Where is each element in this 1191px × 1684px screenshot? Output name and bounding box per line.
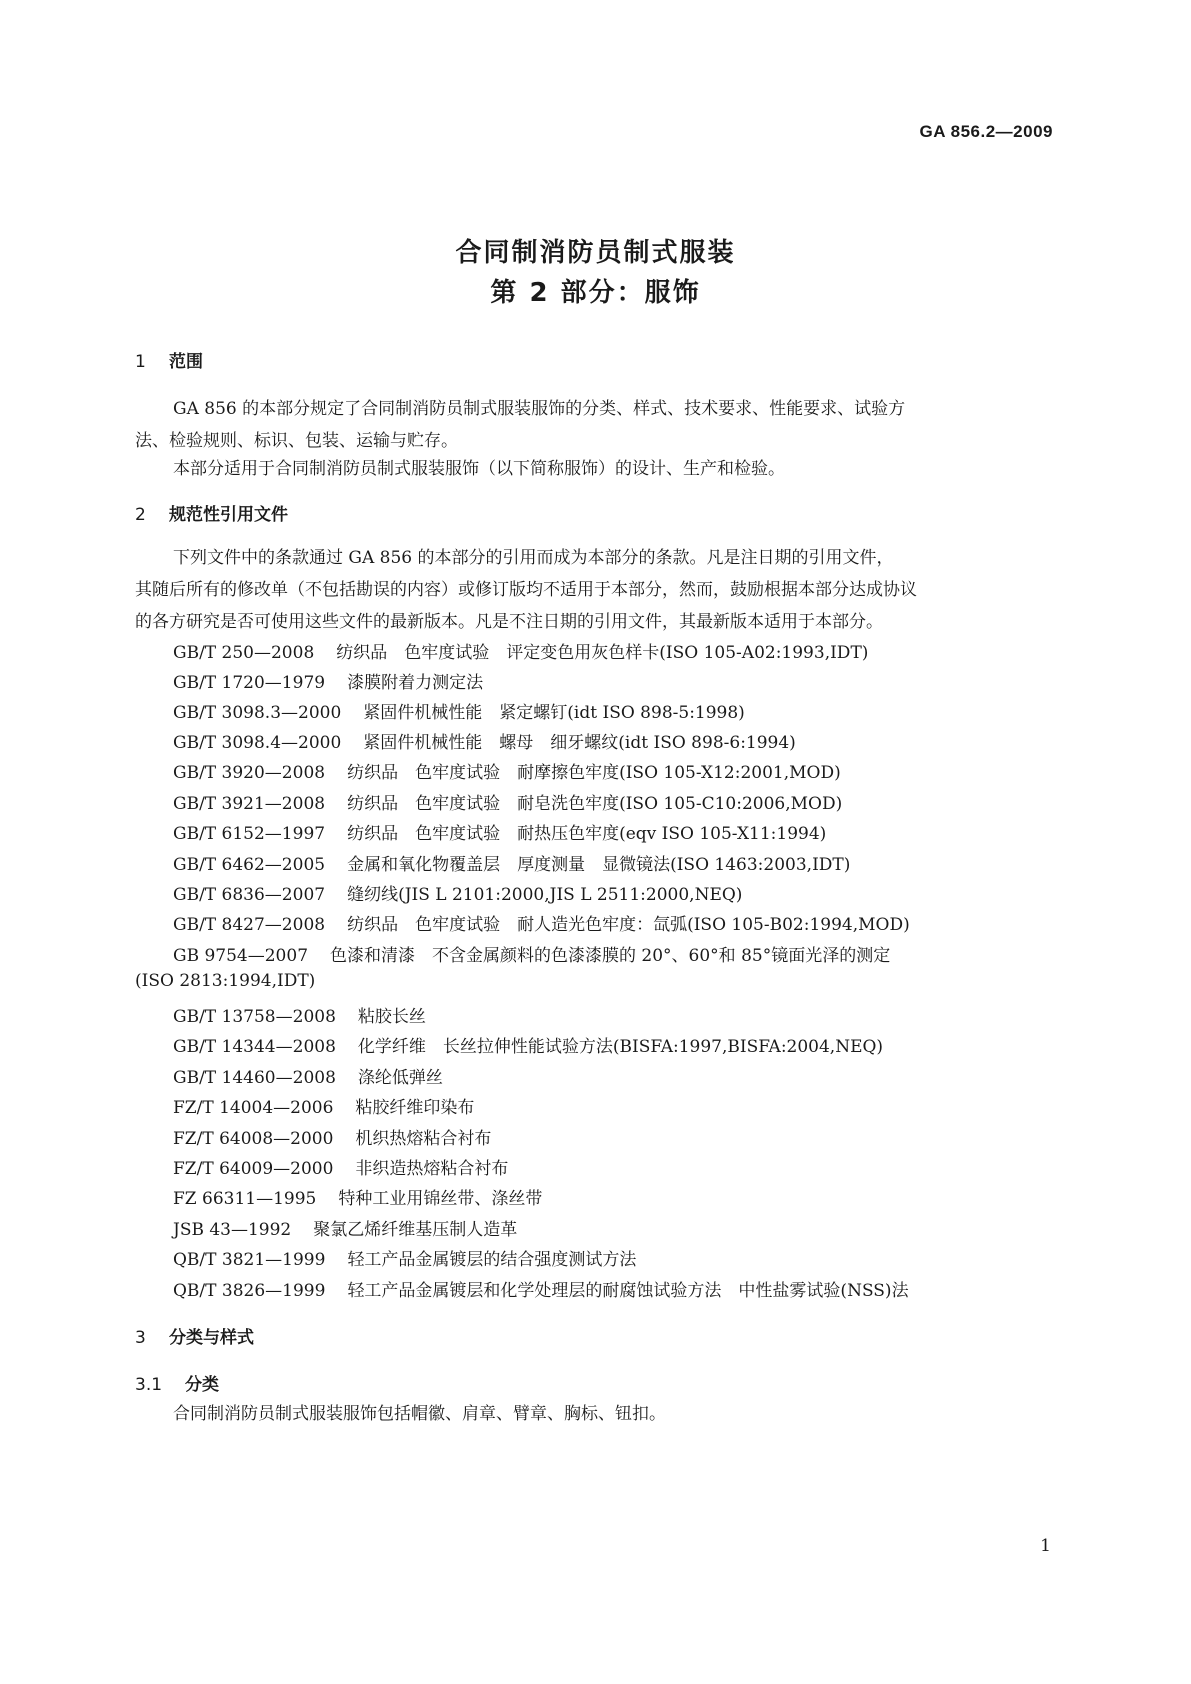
reference-code: GB/T 3098.4—2000 bbox=[173, 733, 342, 753]
section-title: 分类与样式 bbox=[169, 1328, 254, 1348]
reference-title: 粘胶长丝 bbox=[357, 1007, 426, 1027]
paragraph-line: GA 856 的本部分规定了合同制消防员制式服装服饰的分类、样式、技术要求、性能要求、试验方 bbox=[173, 399, 906, 419]
reference-code: GB/T 1720—1979 bbox=[173, 673, 326, 693]
reference-item bbox=[173, 850, 850, 875]
reference-item bbox=[173, 880, 742, 905]
reference-title: 涤纶低弹丝 bbox=[357, 1068, 443, 1088]
reference-item bbox=[173, 1002, 426, 1027]
reference-title: 金属和氧化物覆盖层 厚度测量 显微镜法(ISO 1463:2003,IDT) bbox=[347, 855, 851, 875]
reference-item bbox=[173, 789, 842, 814]
reference-title: 特种工业用锦丝带、涤丝带 bbox=[338, 1189, 543, 1209]
reference-title: 纺织品 色牢度试验 耐人造光色牢度：氙弧(ISO 105-B02:1994,MOD) bbox=[347, 915, 910, 935]
reference-title: (ISO 2813:1994,IDT) bbox=[135, 971, 316, 991]
reference-item bbox=[173, 698, 745, 723]
reference-item bbox=[173, 758, 841, 783]
section-1-paragraph-2 bbox=[135, 453, 1057, 485]
reference-code: QB/T 3821—1999 bbox=[173, 1250, 326, 1270]
reference-code: GB/T 8427—2008 bbox=[173, 915, 326, 935]
reference-item bbox=[173, 1032, 883, 1057]
reference-code: GB/T 6462—2005 bbox=[173, 855, 326, 875]
reference-title: 机织热熔粘合衬布 bbox=[355, 1129, 492, 1149]
reference-code: GB/T 13758—2008 bbox=[173, 1007, 336, 1027]
page-number: 1 bbox=[1040, 1536, 1051, 1556]
reference-title: 纺织品 色牢度试验 评定变色用灰色样卡(ISO 105-A02:1993,IDT) bbox=[336, 643, 869, 663]
reference-item bbox=[173, 1154, 508, 1179]
reference-code: GB/T 14460—2008 bbox=[173, 1068, 336, 1088]
reference-code: GB/T 3098.3—2000 bbox=[173, 703, 342, 723]
reference-title: 紧固件机械性能 螺母 细牙螺纹(idt ISO 898-6:1994) bbox=[363, 733, 796, 753]
reference-title: 轻工产品金属镀层的结合强度测试方法 bbox=[347, 1250, 637, 1270]
reference-code: GB/T 6836—2007 bbox=[173, 885, 326, 905]
reference-code: GB/T 3921—2008 bbox=[173, 794, 326, 814]
reference-title: 纺织品 色牢度试验 耐热压色牢度(eqv ISO 105-X11:1994) bbox=[347, 824, 827, 844]
reference-item bbox=[173, 728, 796, 753]
reference-title: 化学纤维 长丝拉伸性能试验方法(BISFA:1997,BISFA:2004,NEQ) bbox=[357, 1037, 884, 1057]
subsection-3-1-paragraph bbox=[135, 1398, 1057, 1430]
paragraph-line: 合同制消防员制式服装服饰包括帽徽、肩章、臂章、胸标、钮扣。 bbox=[173, 1404, 666, 1424]
reference-code: GB/T 14344—2008 bbox=[173, 1037, 336, 1057]
paragraph-line: 法、检验规则、标识、包装、运输与贮存。 bbox=[135, 431, 458, 451]
document-subtitle: 第 2 部分：服饰 bbox=[490, 278, 701, 308]
reference-title: 纺织品 色牢度试验 耐皂洗色牢度(ISO 105-C10:2006,MOD) bbox=[347, 794, 843, 814]
section-2-paragraph bbox=[135, 542, 1057, 638]
reference-code: FZ/T 14004—2006 bbox=[173, 1098, 334, 1118]
standard-code: GA 856.2—2009 bbox=[919, 122, 1053, 141]
reference-item bbox=[173, 1215, 517, 1240]
reference-title: 轻工产品金属镀层和化学处理层的耐腐蚀试验方法 中性盐雾试验(NSS)法 bbox=[347, 1281, 909, 1301]
reference-title: 纺织品 色牢度试验 耐摩擦色牢度(ISO 105-X12:2001,MOD) bbox=[347, 763, 841, 783]
reference-code: GB 9754—2007 bbox=[173, 946, 309, 966]
reference-item bbox=[173, 1063, 443, 1088]
paragraph-line: 其随后所有的修改单（不包括勘误的内容）或修订版均不适用于本部分，然而，鼓励根据本部分达成协议 bbox=[135, 580, 917, 600]
reference-item bbox=[173, 1276, 909, 1301]
reference-code: GB/T 6152—1997 bbox=[173, 824, 326, 844]
reference-item bbox=[173, 910, 910, 935]
reference-title: 聚氯乙烯纤维基压制人造革 bbox=[313, 1220, 518, 1240]
section-1-heading bbox=[135, 347, 203, 372]
reference-title: 紧固件机械性能 紧定螺钉(idt ISO 898-5:1998) bbox=[363, 703, 745, 723]
reference-item bbox=[173, 1124, 491, 1149]
reference-item bbox=[173, 819, 826, 844]
paragraph-line: 的各方研究是否可使用这些文件的最新版本。凡是不注日期的引用文件，其最新版本适用于本部分。 bbox=[135, 612, 883, 632]
reference-code: GB/T 3920—2008 bbox=[173, 763, 326, 783]
reference-item bbox=[173, 1245, 636, 1270]
reference-item bbox=[173, 638, 868, 663]
reference-title: 缝纫线(JIS L 2101:2000,JIS L 2511:2000,NEQ) bbox=[347, 885, 743, 905]
reference-title: 漆膜附着力测定法 bbox=[347, 673, 484, 693]
paragraph-line: 下列文件中的条款通过 GA 856 的本部分的引用而成为本部分的条款。凡是注日期的引用文件， bbox=[173, 548, 894, 568]
reference-item-continued bbox=[135, 971, 315, 991]
reference-item bbox=[173, 1184, 542, 1209]
reference-code: GB/T 250—2008 bbox=[173, 643, 315, 663]
reference-title: 粘胶纤维印染布 bbox=[355, 1098, 475, 1118]
reference-item bbox=[173, 668, 483, 693]
paragraph-line: 本部分适用于合同制消防员制式服装服饰（以下简称服饰）的设计、生产和检验。 bbox=[173, 459, 785, 479]
reference-item bbox=[173, 1093, 474, 1118]
section-number: 3 bbox=[135, 1328, 146, 1348]
subsection-3-1-heading bbox=[135, 1370, 219, 1395]
reference-code: JSB 43—1992 bbox=[173, 1220, 292, 1240]
reference-title: 色漆和清漆 不含金属颜料的色漆漆膜的 20°、60°和 85°镜面光泽的测定 bbox=[330, 946, 891, 966]
section-number: 2 bbox=[135, 505, 146, 525]
reference-code: QB/T 3826—1999 bbox=[173, 1281, 326, 1301]
section-1-paragraph-1 bbox=[135, 393, 1057, 457]
section-title: 范围 bbox=[169, 352, 203, 372]
reference-code: FZ/T 64009—2000 bbox=[173, 1159, 334, 1179]
reference-code: FZ/T 64008—2000 bbox=[173, 1129, 334, 1149]
reference-title: 非织造热熔粘合衬布 bbox=[355, 1159, 509, 1179]
reference-item bbox=[173, 941, 890, 966]
reference-code: FZ 66311—1995 bbox=[173, 1189, 317, 1209]
subsection-title: 分类 bbox=[185, 1375, 219, 1395]
section-title: 规范性引用文件 bbox=[169, 505, 288, 525]
document-title: 合同制消防员制式服装 bbox=[455, 238, 736, 268]
section-2-heading bbox=[135, 500, 288, 525]
section-number: 1 bbox=[135, 352, 146, 372]
subsection-number: 3.1 bbox=[135, 1375, 163, 1395]
section-3-heading bbox=[135, 1323, 254, 1348]
